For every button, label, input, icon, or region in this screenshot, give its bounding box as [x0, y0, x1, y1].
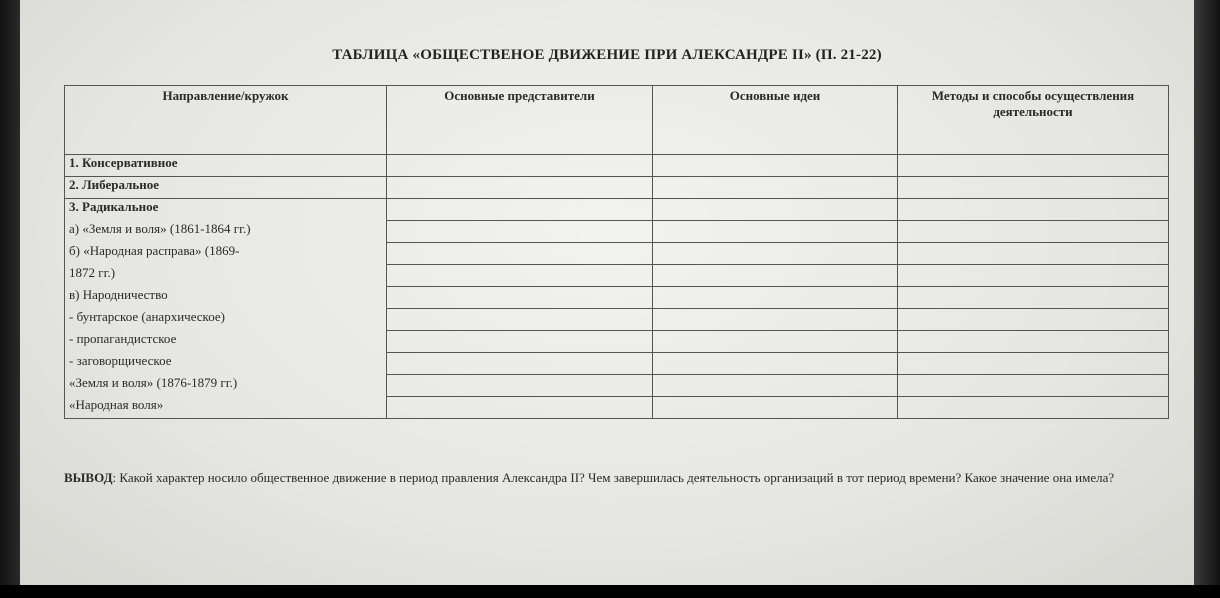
row-label: - бунтарское (анархическое) [65, 309, 387, 331]
empty-cell[interactable] [387, 309, 653, 331]
empty-cell[interactable] [387, 331, 653, 353]
table-row [65, 309, 1169, 331]
table-row [65, 397, 1169, 419]
document-title: ТАБЛИЦА «ОБЩЕСТВЕНОЕ ДВИЖЕНИЕ ПРИ АЛЕКСАНДРЕ II» (П. 21-22) [332, 47, 882, 63]
empty-cell[interactable] [653, 309, 898, 331]
empty-cell[interactable] [898, 265, 1169, 287]
row-label: - пропагандистское [65, 331, 387, 353]
table-header-row [65, 86, 1169, 155]
empty-cell[interactable] [653, 375, 898, 397]
table-row [65, 199, 1169, 221]
empty-cell[interactable] [898, 287, 1169, 309]
empty-cell[interactable] [387, 177, 653, 199]
row-label: 1872 гг.) [65, 265, 387, 287]
row-label: а) «Земля и воля» (1861-1864 гг.) [65, 221, 387, 243]
empty-cell[interactable] [898, 375, 1169, 397]
row-label: 3. Радикальное [65, 199, 387, 221]
row-label: 2. Либеральное [65, 177, 387, 199]
empty-cell[interactable] [387, 397, 653, 419]
empty-cell[interactable] [653, 243, 898, 265]
empty-cell[interactable] [387, 265, 653, 287]
conclusion-paragraph [64, 468, 1164, 488]
background-right-edge [1194, 0, 1220, 585]
paper-sheet [20, 0, 1194, 585]
empty-cell[interactable] [653, 155, 898, 177]
empty-cell[interactable] [898, 199, 1169, 221]
row-label: «Народная воля» [65, 397, 387, 419]
empty-cell[interactable] [653, 287, 898, 309]
empty-cell[interactable] [387, 287, 653, 309]
row-label: б) «Народная расправа» (1869- [65, 243, 387, 265]
empty-cell[interactable] [387, 199, 653, 221]
empty-cell[interactable] [898, 397, 1169, 419]
row-label: - заговорщическое [65, 353, 387, 375]
empty-cell[interactable] [898, 155, 1169, 177]
empty-cell[interactable] [898, 177, 1169, 199]
empty-cell[interactable] [387, 155, 653, 177]
worksheet-table [64, 85, 1169, 419]
empty-cell[interactable] [898, 221, 1169, 243]
table-row [65, 287, 1169, 309]
header-representatives: Основные представители [387, 86, 653, 155]
empty-cell[interactable] [387, 375, 653, 397]
empty-cell[interactable] [387, 243, 653, 265]
empty-cell[interactable] [653, 177, 898, 199]
empty-cell[interactable] [653, 221, 898, 243]
header-ideas: Основные идеи [653, 86, 898, 155]
empty-cell[interactable] [653, 331, 898, 353]
empty-cell[interactable] [653, 199, 898, 221]
table-row [65, 375, 1169, 397]
row-label: 1. Консервативное [65, 155, 387, 177]
table-row [65, 331, 1169, 353]
empty-cell[interactable] [898, 353, 1169, 375]
conclusion-text: : Какой характер носило общественное движение в период правления Александра II? Чем завершилась деятельность организаций в тот период времени? Какое значение она имела? [112, 470, 1115, 485]
empty-cell[interactable] [387, 353, 653, 375]
table-row [65, 265, 1169, 287]
empty-cell[interactable] [653, 397, 898, 419]
empty-cell[interactable] [898, 331, 1169, 353]
table-row [65, 155, 1169, 177]
empty-cell[interactable] [898, 309, 1169, 331]
empty-cell[interactable] [898, 243, 1169, 265]
empty-cell[interactable] [653, 265, 898, 287]
empty-cell[interactable] [387, 221, 653, 243]
table-row [65, 177, 1169, 199]
empty-cell[interactable] [653, 353, 898, 375]
header-direction: Направление/кружок [65, 86, 387, 155]
table-row [65, 221, 1169, 243]
background-left-edge [0, 0, 20, 585]
background-bottom-edge [0, 585, 1220, 598]
header-methods: Методы и способы осуществления деятельности [898, 86, 1169, 155]
row-label: «Земля и воля» (1876-1879 гг.) [65, 375, 387, 397]
table-row [65, 243, 1169, 265]
row-label: в) Народничество [65, 287, 387, 309]
conclusion-lead: ВЫВОД [64, 470, 113, 485]
table-row [65, 353, 1169, 375]
